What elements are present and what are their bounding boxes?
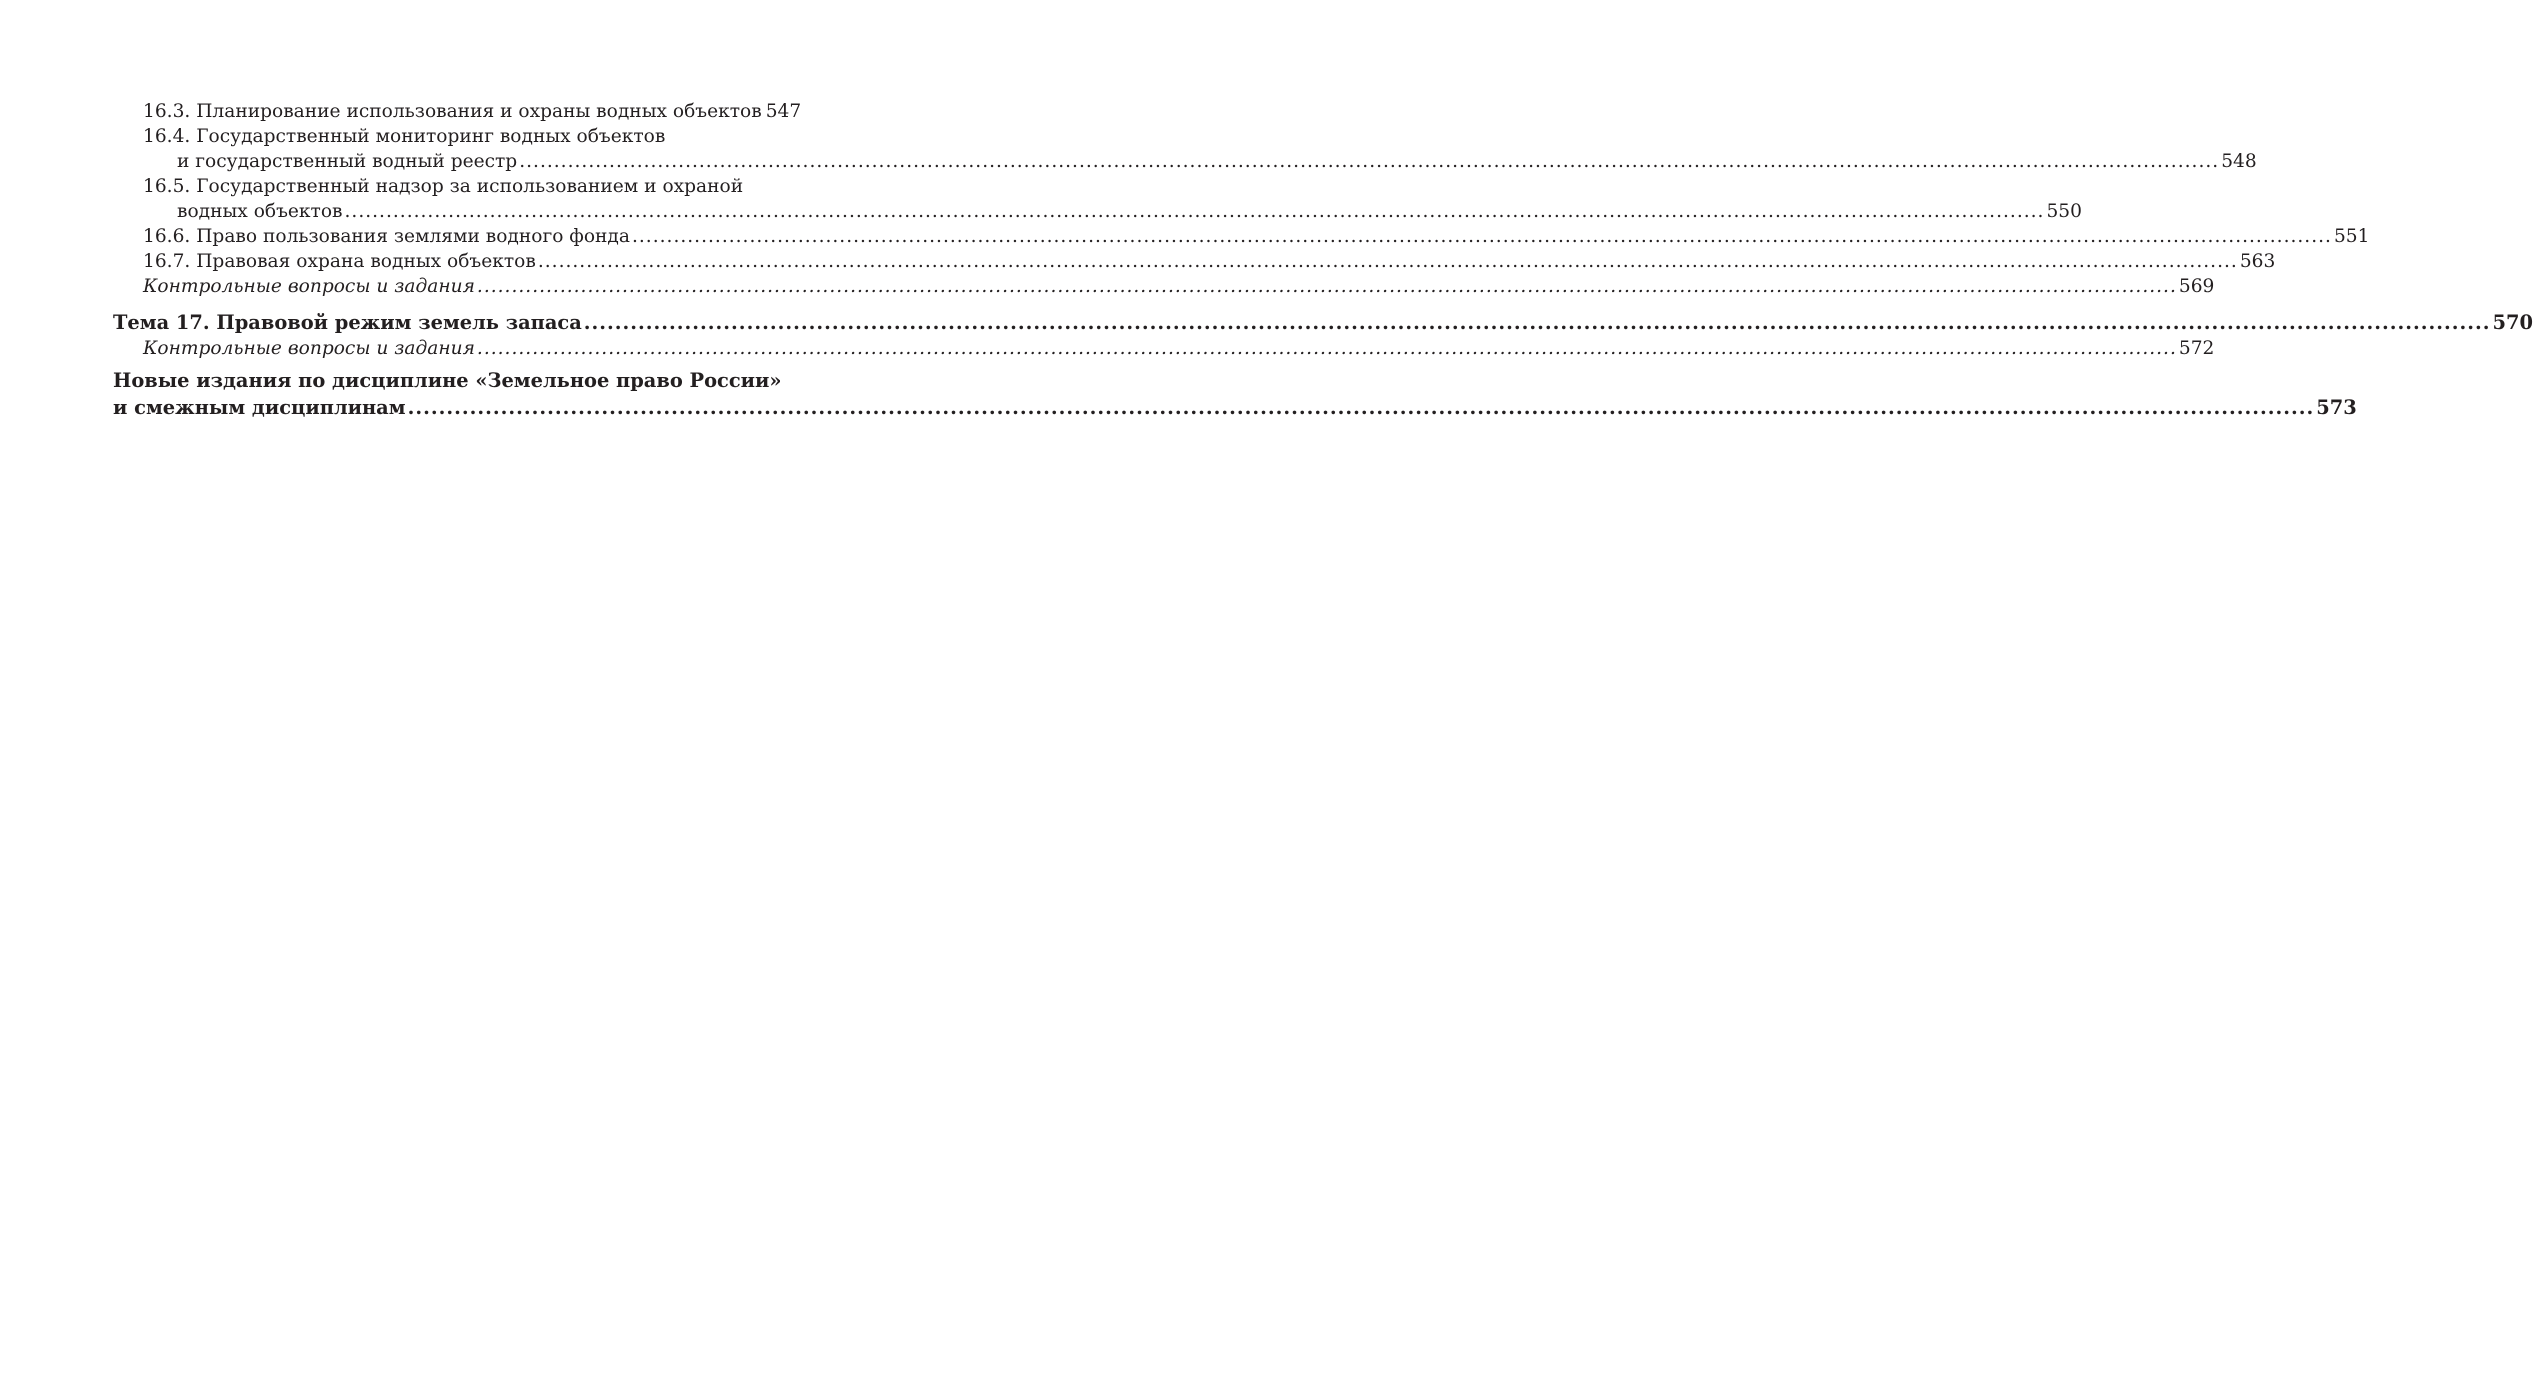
toc-page-number: 569 — [2178, 276, 2215, 297]
toc-page-number: 572 — [2178, 338, 2215, 359]
toc-entry-16-3[interactable] — [113, 99, 802, 124]
toc-entry-title: водных объектов — [177, 201, 343, 222]
toc-page-number: 551 — [2333, 226, 2370, 247]
toc-page-number: 550 — [2046, 201, 2082, 222]
toc-entry-title: Контрольные вопросы и задания — [143, 276, 475, 297]
toc-page-number: 563 — [2239, 251, 2276, 272]
toc-entry-title: и государственный водный реестр — [177, 151, 518, 172]
dot-leader — [584, 309, 2491, 336]
toc-page-number: 573 — [2316, 396, 2357, 419]
toc-entry-16-7[interactable] — [113, 249, 2276, 274]
dot-leader — [477, 336, 2177, 361]
toc-entry-16-4[interactable] — [113, 149, 2257, 174]
toc-entry-16-4-first-line[interactable]: 16.4. Государственный мониторинг водных объектов — [143, 126, 666, 147]
toc-entry-new-editions-first-line[interactable]: Новые издания по дисциплине «Земельное право России» — [113, 369, 782, 392]
toc-entry-title: Контрольные вопросы и задания — [143, 338, 475, 359]
dot-leader — [477, 274, 2177, 299]
toc-entry-16-6[interactable] — [113, 224, 2370, 249]
toc-entry-title: 16.3. Планирование использования и охраны водных объектов — [143, 101, 762, 122]
dot-leader — [538, 249, 2238, 274]
toc-entry-topic-17[interactable] — [113, 309, 2533, 336]
toc-entry-16-5-first-line[interactable]: 16.5. Государственный надзор за использованием и охраной — [143, 176, 744, 197]
dot-leader — [408, 394, 2315, 421]
toc-entry-16-5[interactable] — [113, 199, 2082, 224]
toc-entry-questions-16[interactable] — [113, 274, 2215, 299]
toc-page-number: 548 — [2221, 151, 2257, 172]
table-of-contents — [113, 99, 2533, 421]
toc-entry-title: 16.6. Право пользования землями водного фонда — [143, 226, 630, 247]
dot-leader — [632, 224, 2332, 249]
toc-page-number: 547 — [765, 101, 802, 122]
toc-entry-new-editions[interactable] — [113, 394, 2357, 421]
toc-entry-questions-17[interactable] — [113, 336, 2215, 361]
dot-leader — [519, 149, 2219, 174]
toc-page-number: 570 — [2492, 311, 2533, 334]
dot-leader — [345, 199, 2045, 224]
toc-entry-title: 16.7. Правовая охрана водных объектов — [143, 251, 536, 272]
toc-entry-title: Тема 17. Правовой режим земель запаса — [113, 311, 582, 334]
toc-entry-title: и смежным дисциплинам — [113, 396, 406, 419]
